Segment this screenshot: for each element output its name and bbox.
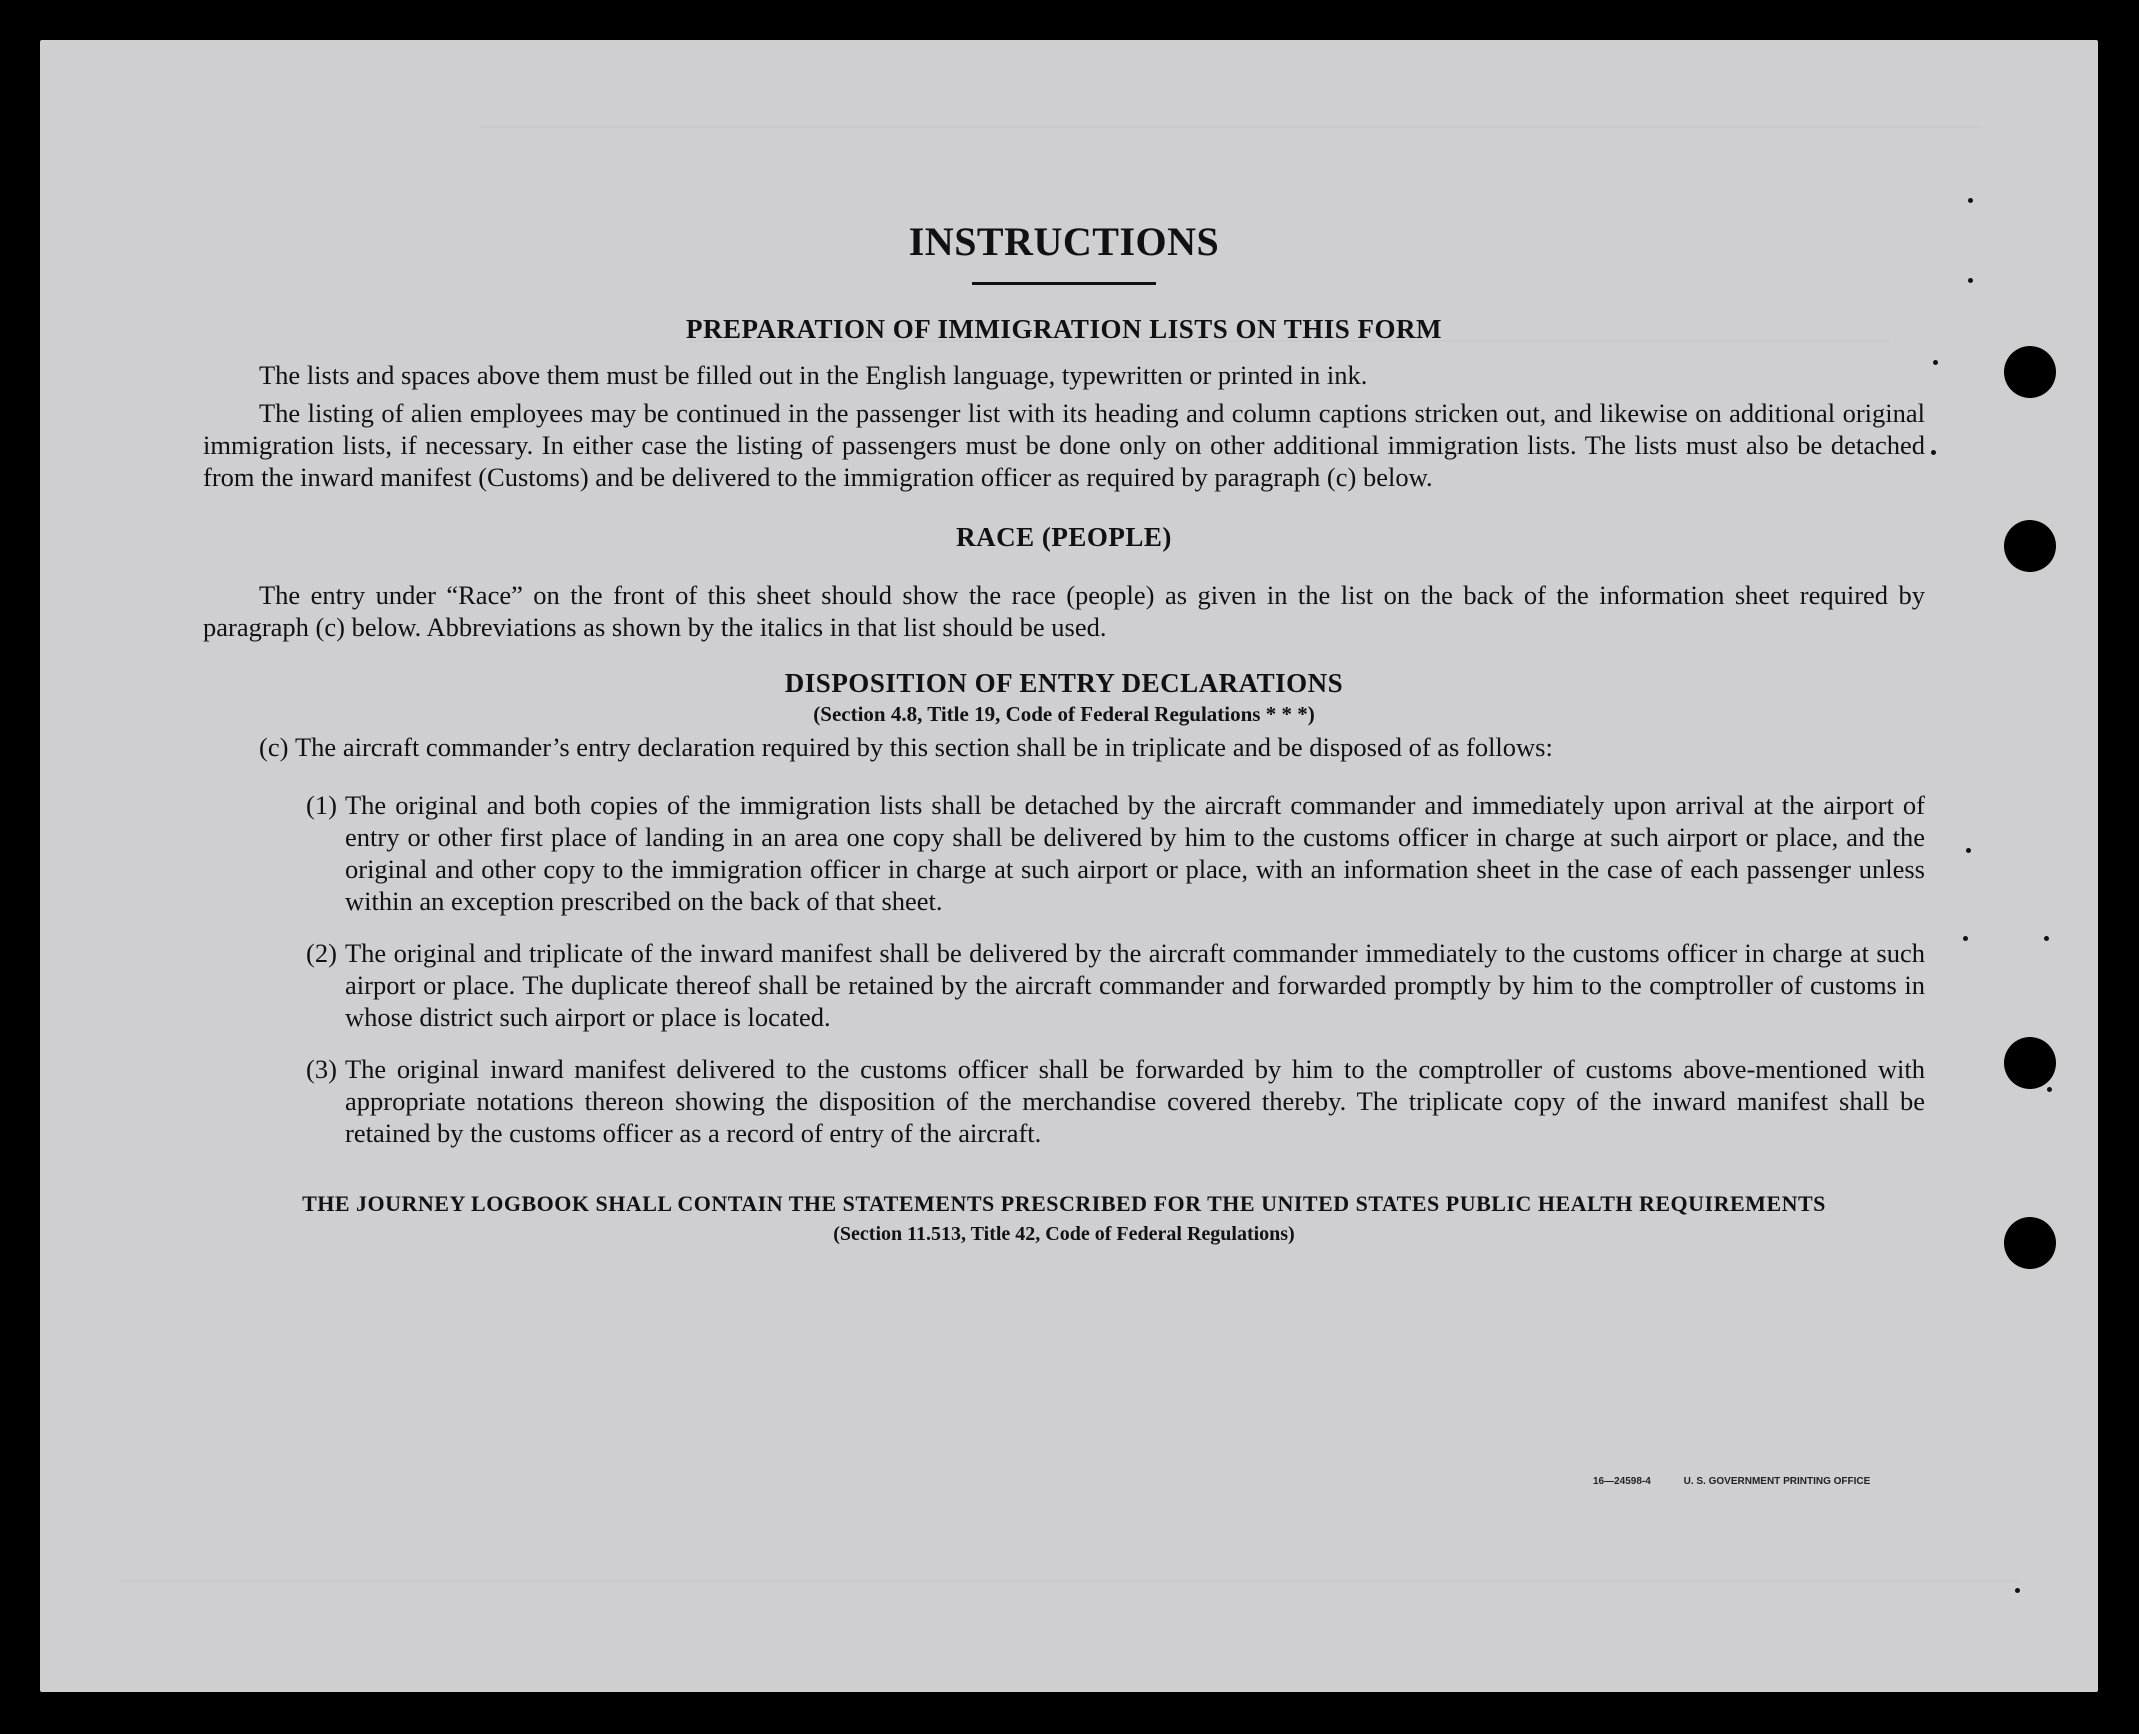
list-item-text: The original inward manifest delivered to the customs officer shall be forwarded by him to the comptroller of customs above-mentioned with appropriate notations thereon showing the disposition of the merchandise covered thereby. The triplicate copy of the inward manifest shall be retained by the customs officer as a record of entry of the aircraft. [345,1054,1925,1148]
section-heading: PREPARATION OF IMMIGRATION LISTS ON THIS FORM [685,314,1443,344]
paragraph: The entry under “Race” on the front of this sheet should show the race (people) as given in the list on the back of the information sheet required by paragraph (c) below. Abbreviations as shown by the italics in that list should be used. [203,580,1925,642]
bleed-through-marks [480,126,1980,168]
punch-hole [2004,1037,2056,1089]
clause-label: (c) [259,732,289,762]
paragraph: The lists and spaces above them must be filled out in the English language, typewritten or printed in ink. [259,360,1368,390]
title-underline [972,282,1156,285]
speck-mark [2015,1588,2020,1593]
health-requirements-citation: (Section 11.513, Title 42, Code of Federal Regulations) [833,1223,1295,1245]
form-number: 16—24598-4 [1593,1476,1651,1487]
instructions-document [203,218,1925,1249]
section-immigration-lists [203,313,1925,493]
punch-hole [2004,520,2056,572]
speck-mark [2047,1087,2052,1092]
speck-mark [1931,450,1936,455]
section-disposition [203,667,1925,1149]
list-item [306,937,1925,1033]
paragraph: The listing of alien employees may be continued in the passenger list with its heading and column captions stricken out, and likewise on additional original immigration lists, if necessary. In either case the listing of passengers must be done only on other additional immigration lists. The lists must also be detached from the inward manifest (Customs) and be delivered to the immigration officer as required by paragraph (c) below. [203,398,1925,492]
section-heading: RACE (PEOPLE) [956,522,1172,552]
speck-mark [1968,278,1973,283]
list-item-number: (2) [306,938,337,968]
punch-hole [2004,1217,2056,1269]
form-footer [1593,1476,1870,1487]
page-title: INSTRUCTIONS [908,219,1220,264]
speck-mark [1933,360,1938,365]
health-requirements-statement: THE JOURNEY LOGBOOK SHALL CONTAIN THE STATEMENTS PRESCRIBED FOR THE UNITED STATES PUBLIC HEALTH REQUIREMENTS [302,1191,1826,1216]
list-item-text: The original and triplicate of the inward manifest shall be delivered by the aircraft commander immediately to the customs officer in charge at such airport or place. The duplicate thereof shall be retained by the aircraft commander and forwarded promptly by him to the comptroller of customs in whose district such airport or place is located. [345,938,1925,1032]
list-item-number: (1) [306,790,337,820]
clause-text: The aircraft commander’s entry declaration required by this section shall be in triplicate and be disposed of as follows: [295,732,1553,762]
speck-mark [2044,936,2049,941]
list-item [306,789,1925,917]
speck-mark [1966,848,1971,853]
intro-clause [259,731,1925,763]
section-citation: (Section 4.8, Title 19, Code of Federal Regulations * * *) [813,702,1315,726]
punch-hole [2004,346,2056,398]
section-heading: DISPOSITION OF ENTRY DECLARATIONS [784,668,1344,698]
bleed-through-marks [120,1580,2020,1600]
list-item-number: (3) [306,1054,337,1084]
list-item [306,1053,1925,1149]
list-item-text: The original and both copies of the immigration lists shall be detached by the aircraft commander and immediately upon arrival at the airport of entry or other first place of landing in an area one copy shall be delivered by him to the customs officer in charge at such airport or place, and the original and other copy to the immigration officer in charge at such airport or place, with an information sheet in the case of each passenger unless within an exception prescribed on the back of that sheet. [345,790,1925,916]
speck-mark [1968,198,1973,203]
section-race [203,521,1925,643]
speck-mark [1963,936,1968,941]
printer-imprint: U. S. GOVERNMENT PRINTING OFFICE [1683,1476,1871,1487]
